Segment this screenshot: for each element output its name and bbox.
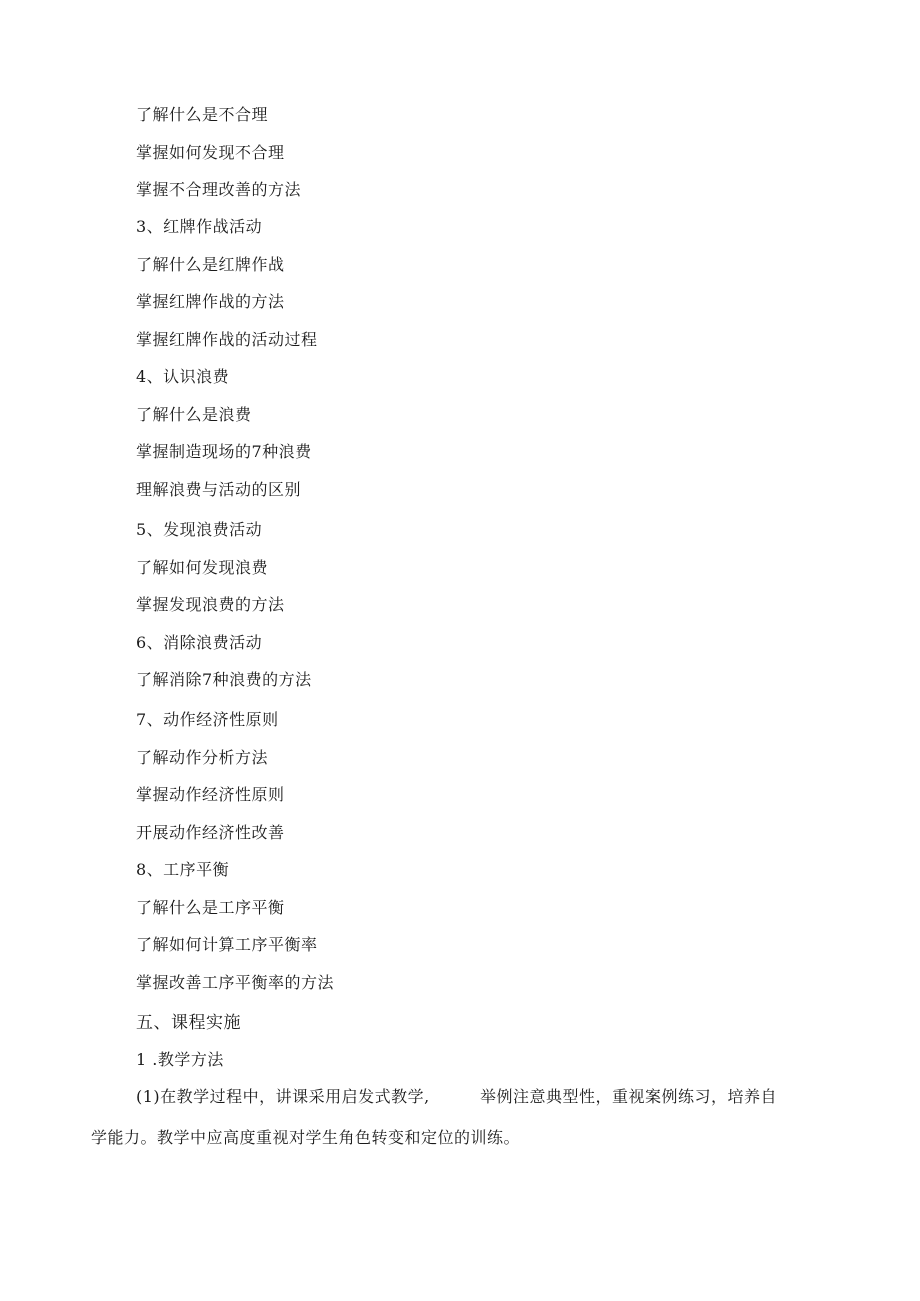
text-line: 掌握如何发现不合理 [136,143,285,162]
text-line: 了解什么是不合理 [136,105,269,124]
text-line: 掌握红牌作战的方法 [136,292,285,311]
numbered-heading: 7、动作经济性原则 [136,710,279,729]
text-line: 掌握不合理改善的方法 [136,180,302,199]
text-line: 掌握动作经济性原则 [136,785,285,804]
text-line: 掌握制造现场的7种浪费 [136,442,312,461]
text-line: 掌握发现浪费的方法 [136,595,285,614]
text-line: 了解什么是红牌作战 [136,255,285,274]
numbered-heading: 3、红牌作战活动 [136,217,263,236]
text-line: 了解消除7种浪费的方法 [136,670,312,689]
text-line: 掌握红牌作战的活动过程 [136,330,318,349]
paragraph-line-1a: (1)在教学过程中，讲课采用启发式教学, [136,1087,430,1106]
subheading: 1 .教学方法 [136,1050,224,1069]
numbered-heading: 8、工序平衡 [136,860,230,879]
text-line: 理解浪费与活动的区别 [136,480,302,499]
text-line: 了解如何计算工序平衡率 [136,935,318,954]
text-line: 掌握改善工序平衡率的方法 [136,973,335,992]
paragraph-line-2: 学能力。教学中应高度重视对学生角色转变和定位的训练。 [91,1128,521,1147]
paragraph-line-1b: 举例注意典型性，重视案例练习，培养自 [480,1087,778,1106]
text-line: 了解如何发现浪费 [136,558,269,577]
text-line: 了解什么是工序平衡 [136,898,285,917]
numbered-heading: 4、认识浪费 [136,367,230,386]
text-line: 了解动作分析方法 [136,748,269,767]
numbered-heading: 5、发现浪费活动 [136,520,263,539]
numbered-heading: 6、消除浪费活动 [136,633,263,652]
text-line: 开展动作经济性改善 [136,823,285,842]
section-heading: 五、课程实施 [136,1013,241,1033]
text-line: 了解什么是浪费 [136,405,252,424]
